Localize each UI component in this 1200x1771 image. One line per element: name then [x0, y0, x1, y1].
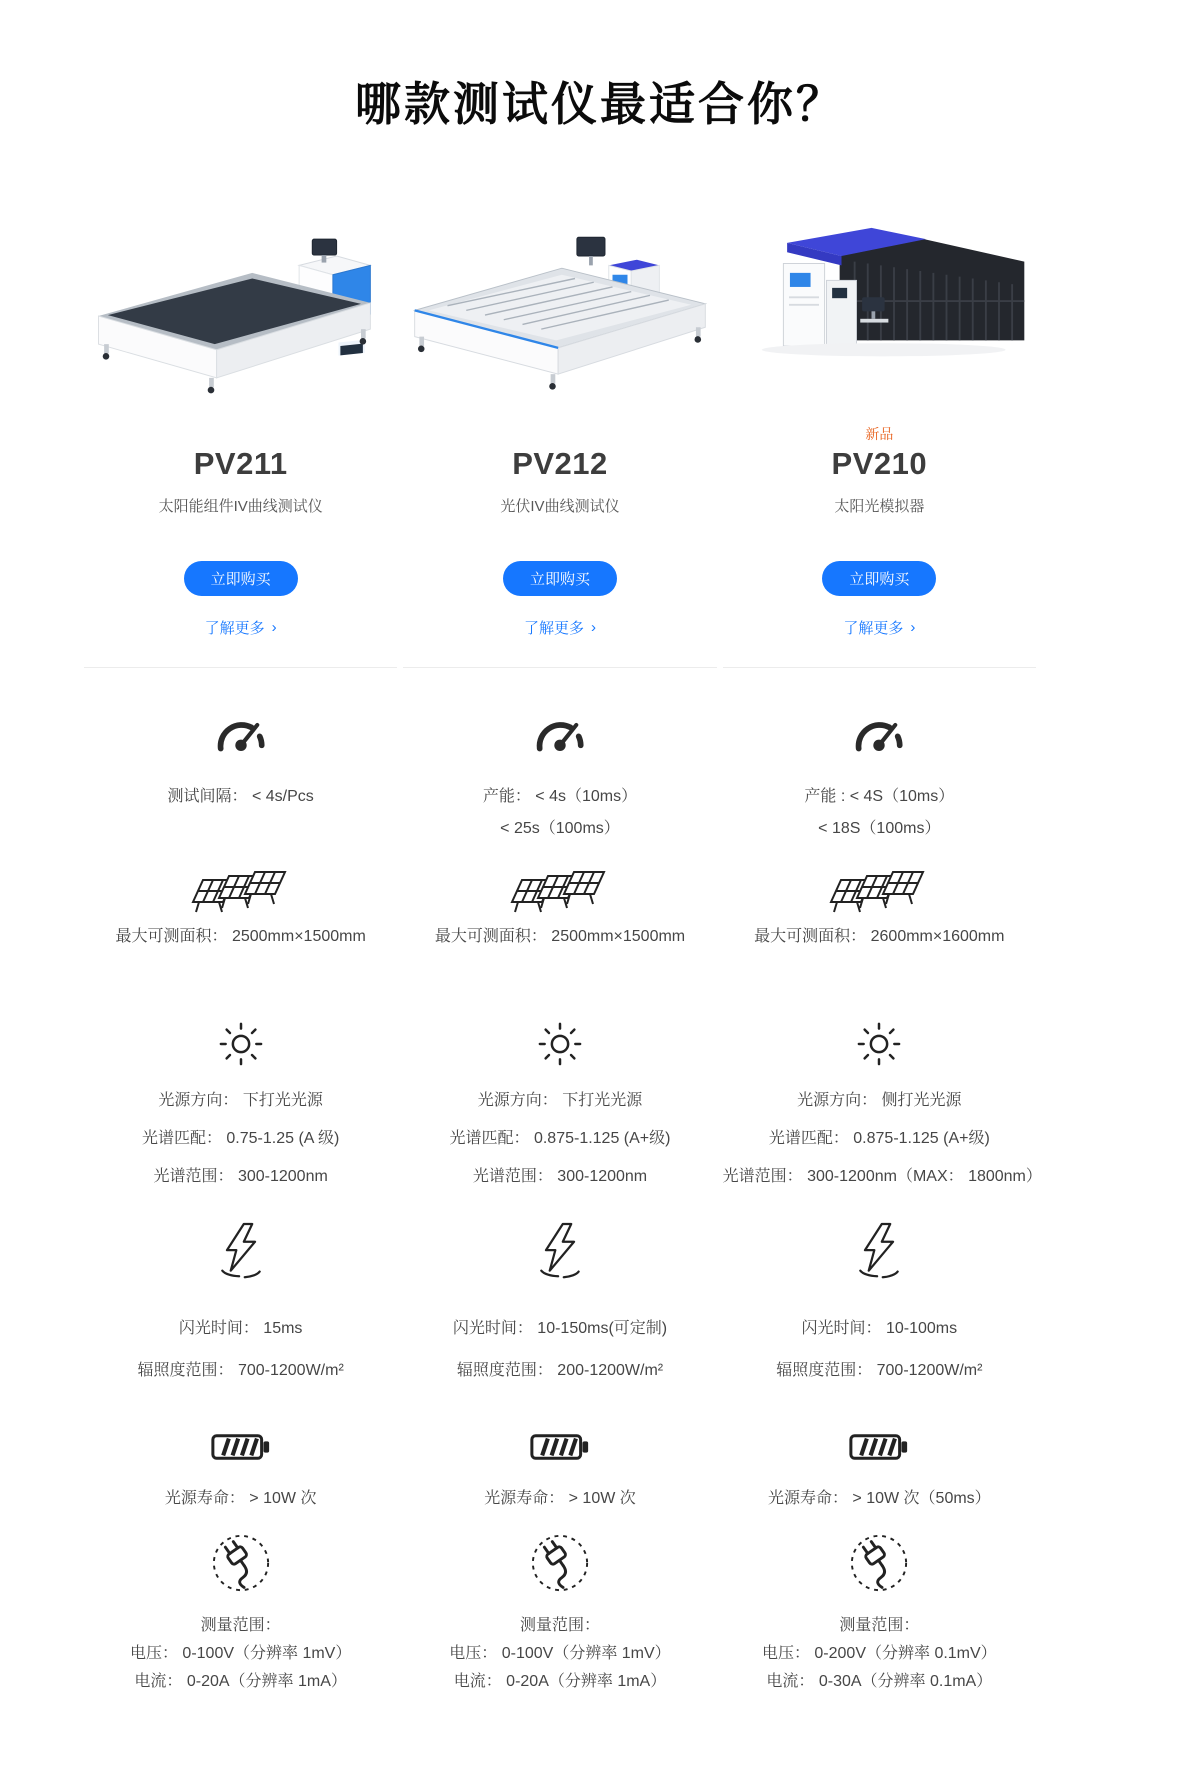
solar-panels-icon — [191, 864, 291, 914]
spec-line: 电流： 0-30A（分辨率 0.1mA） — [766, 1673, 993, 1690]
product-name: PV211 — [193, 446, 288, 481]
spec-line: 光源方向： 侧打光光源 — [797, 1092, 962, 1109]
spec-flash — [453, 1308, 667, 1392]
spec-flash — [138, 1308, 344, 1392]
spec-line: 电压： 0-100V（分辨率 1mV） — [129, 1645, 352, 1662]
spec-line: 光谱匹配： 0.75-1.25 (A 级) — [141, 1130, 340, 1147]
spec-line: 光源方向： 下打光光源 — [158, 1092, 323, 1109]
spec-light — [450, 1082, 671, 1196]
buy-now-button[interactable]: 立即购买 — [822, 561, 936, 596]
spec-measure — [130, 1612, 351, 1762]
learn-more-link[interactable] — [843, 617, 915, 638]
gauge-icon — [534, 712, 586, 764]
spec-line: 光谱匹配： 0.875-1.125 (A+级) — [768, 1130, 990, 1147]
learn-more-label: 了解更多 — [843, 620, 904, 637]
plug-icon — [529, 1532, 591, 1594]
product-subtitle: 太阳光模拟器 — [834, 498, 925, 515]
spec-life — [484, 1488, 636, 1510]
learn-more-label: 了解更多 — [204, 620, 265, 637]
spec-light — [722, 1082, 1042, 1196]
spec-line: 辐照度范围： 700-1200W/m² — [137, 1362, 344, 1379]
product-name: PV212 — [512, 446, 608, 481]
buy-now-button[interactable]: 立即购买 — [184, 561, 298, 596]
spec-line: 最大可测面积： 2500mm×1500mm — [434, 928, 686, 945]
spec-line: 电压： 0-200V（分辨率 0.1mV） — [761, 1645, 997, 1662]
pv212-product-image — [403, 204, 716, 416]
battery-icon — [211, 1432, 271, 1462]
spec-line: 产能： < 4s（10ms） — [482, 788, 638, 805]
pv210-product-image — [723, 204, 1036, 416]
spec-measure — [449, 1612, 670, 1762]
spec-measure — [762, 1612, 997, 1762]
spec-line: 测量范围： — [519, 1617, 600, 1634]
lightning-icon — [532, 1222, 588, 1282]
spec-line: 辐照度范围： 200-1200W/m² — [456, 1362, 664, 1379]
sun-icon — [856, 1021, 902, 1067]
product-column-pv210 — [722, 204, 1042, 1762]
spec-light — [142, 1082, 339, 1196]
spec-area — [754, 926, 1004, 948]
spec-line: 光谱范围： 300-1200nm — [472, 1168, 648, 1185]
plug-icon — [210, 1532, 272, 1594]
product-subtitle: 太阳能组件IV曲线测试仪 — [158, 498, 323, 515]
spec-life — [768, 1488, 991, 1510]
new-badge: 新品 — [865, 426, 894, 442]
spec-line: 电流： 0-20A（分辨率 1mA） — [453, 1673, 667, 1690]
gauge-icon — [215, 712, 267, 764]
spec-list — [722, 667, 1042, 1762]
sun-icon — [537, 1021, 583, 1067]
spec-line: 光源方向： 下打光光源 — [477, 1092, 643, 1109]
chevron-right-icon: › — [910, 619, 916, 636]
product-subtitle: 光伏IV曲线测试仪 — [500, 498, 620, 515]
spec-speed — [483, 781, 637, 847]
spec-flash — [776, 1308, 982, 1392]
pv211-product-image — [84, 204, 397, 416]
spec-line: 最大可测面积： 2500mm×1500mm — [115, 928, 366, 945]
solar-panels-icon — [510, 864, 610, 914]
spec-line: 光源寿命： > 10W 次 — [164, 1490, 317, 1507]
lightning-icon — [213, 1222, 269, 1282]
spec-list — [403, 667, 716, 1762]
battery-icon — [849, 1432, 909, 1462]
product-grid — [84, 204, 1042, 1762]
spec-life — [165, 1488, 317, 1510]
gauge-icon — [853, 712, 905, 764]
buy-now-button[interactable]: 立即购买 — [503, 561, 617, 596]
spec-line: 光谱范围： 300-1200nm — [153, 1168, 328, 1185]
product-name: PV210 — [831, 446, 928, 481]
spec-line: 光谱范围： 300-1200nm（MAX： 1800nm） — [722, 1168, 1042, 1185]
spec-line: 电流： 0-20A（分辨率 1mA） — [134, 1673, 347, 1690]
learn-more-label: 了解更多 — [523, 620, 584, 637]
spec-speed — [804, 781, 954, 847]
solar-panels-icon — [829, 864, 929, 914]
spec-line: 闪光时间： 15ms — [178, 1320, 303, 1337]
learn-more-link[interactable] — [524, 617, 596, 638]
spec-line: 测试间隔： < 4s/Pcs — [167, 788, 314, 805]
spec-speed — [168, 781, 314, 847]
battery-icon — [530, 1432, 590, 1462]
spec-line: 最大可测面积： 2600mm×1600mm — [754, 928, 1005, 945]
spec-line: < 25s（100ms） — [500, 820, 620, 837]
spec-area — [435, 926, 685, 948]
spec-area — [116, 926, 366, 948]
spec-line: 闪光时间： 10-150ms(可定制) — [452, 1320, 668, 1337]
spec-line: 光谱匹配： 0.875-1.125 (A+级) — [449, 1130, 671, 1147]
product-column-pv212 — [403, 204, 716, 1762]
sun-icon — [218, 1021, 264, 1067]
spec-line: 光源寿命： > 10W 次 — [484, 1490, 636, 1507]
spec-line: 电压： 0-100V（分辨率 1mV） — [449, 1645, 671, 1662]
learn-more-link[interactable] — [205, 617, 277, 638]
spec-line: 辐照度范围： 700-1200W/m² — [776, 1362, 983, 1379]
spec-line: 测量范围： — [200, 1617, 281, 1634]
product-column-pv211 — [84, 204, 397, 1762]
lightning-icon — [851, 1222, 907, 1282]
spec-line: 产能 : < 4S（10ms） — [804, 788, 955, 805]
chevron-right-icon: › — [591, 619, 596, 636]
page-title: 哪款测试仪最适合你？ — [355, 78, 845, 130]
spec-line: 光源寿命： > 10W 次（50ms） — [767, 1490, 991, 1507]
spec-list — [84, 667, 397, 1762]
spec-line: 测量范围： — [839, 1617, 920, 1634]
spec-line: 闪光时间： 10-100ms — [801, 1320, 958, 1337]
chevron-right-icon: › — [271, 619, 277, 636]
spec-line: < 18S（100ms） — [818, 820, 941, 837]
plug-icon — [848, 1532, 910, 1594]
